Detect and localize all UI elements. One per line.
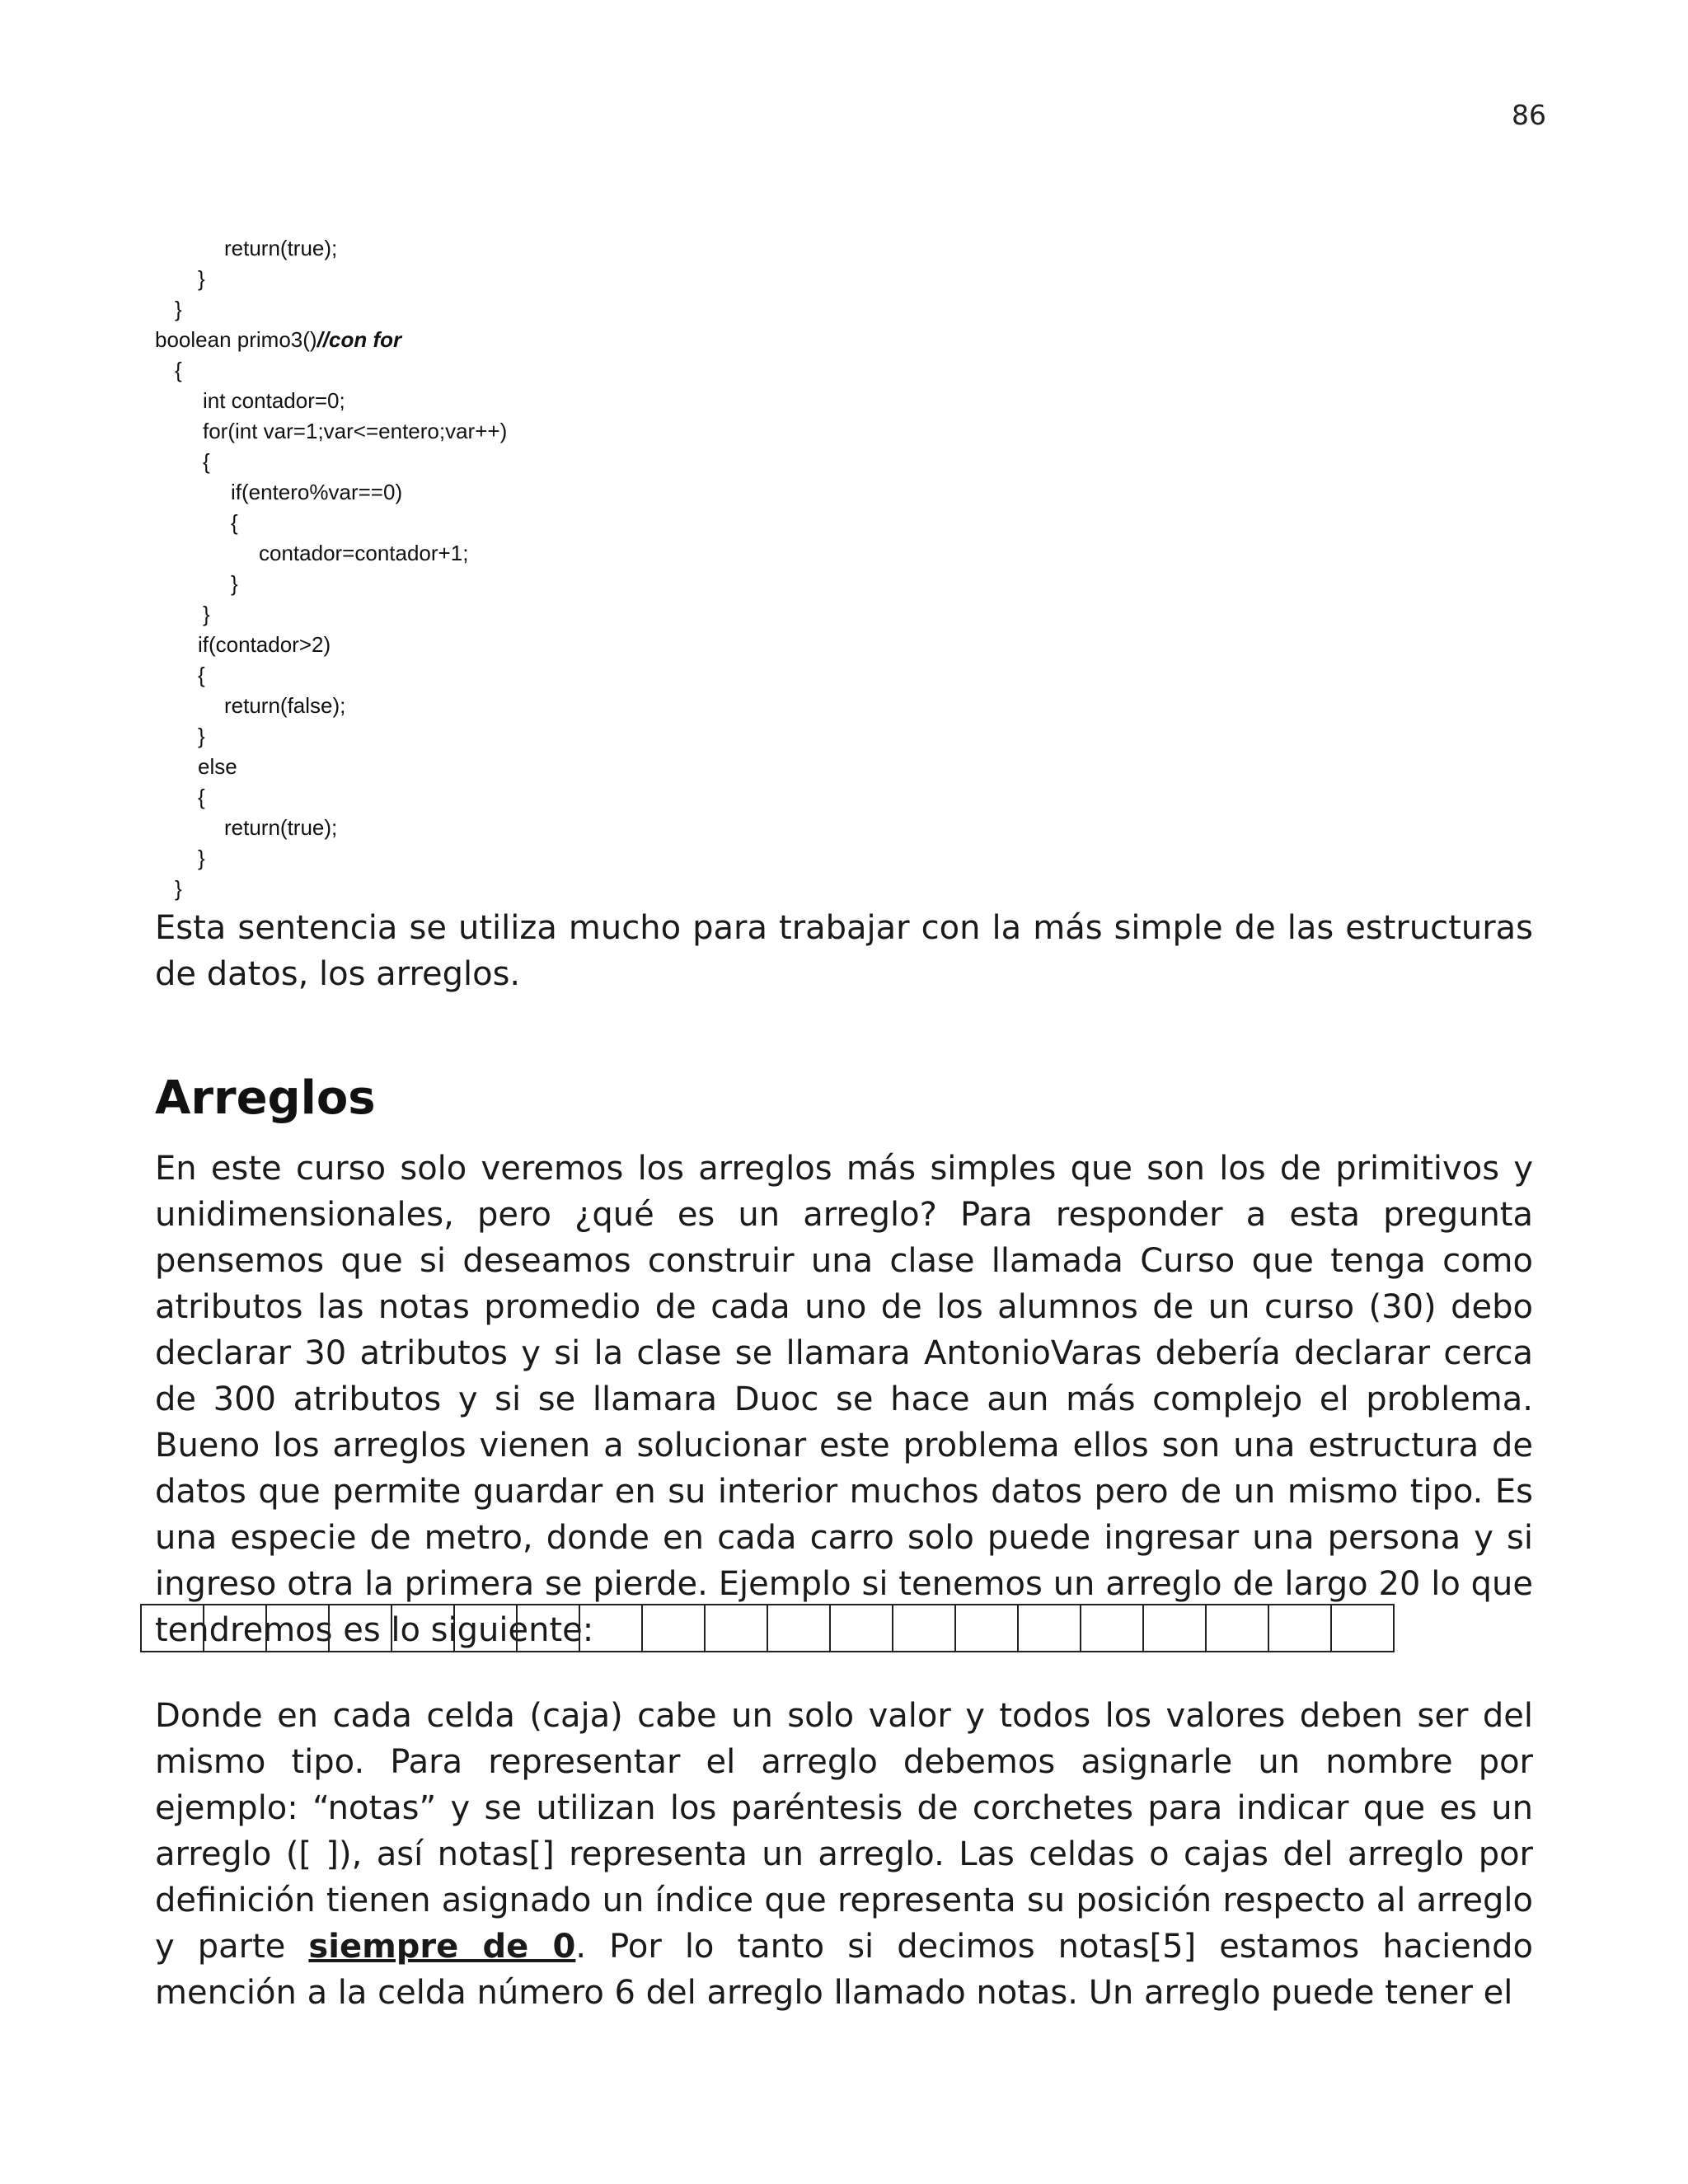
code-text: { <box>175 358 182 382</box>
emphasis-siempre-de-0: siempre de 0 <box>308 1928 576 1966</box>
code-line <box>198 264 502 294</box>
array-cell <box>1207 1605 1269 1651</box>
code-text: } <box>198 846 205 870</box>
array-cell <box>455 1605 518 1651</box>
code-line <box>224 233 528 264</box>
code-line <box>175 355 479 386</box>
array-cell <box>893 1605 956 1651</box>
array-cell <box>1144 1605 1207 1651</box>
code-text: contador=contador+1; <box>259 541 469 565</box>
code-line <box>231 508 535 538</box>
array-cell <box>831 1605 893 1651</box>
array-cell <box>706 1605 768 1651</box>
code-line <box>203 416 507 447</box>
code-text: else <box>198 754 237 779</box>
code-text: } <box>198 724 205 748</box>
code-line <box>198 752 502 782</box>
donde-text-before: Donde en cada celda (caja) cabe un solo valor y todos los valores deben ser del mismo tipo. Para representar el arreglo debemos asignarle un nombre por ejemplo: “notas” y se utilizan los paréntesis de corchetes para indicar que es un arreglo ([ ]), así notas[] representa un arreglo. Las celdas o cajas del arreglo por definición tienen asignado un índice que representa su posición respecto al arreglo y parte <box>155 1697 1533 1966</box>
arreglos-paragraph: En este curso solo veremos los arreglos más simples que son los de primitivos y unidimensionales, pero ¿qué es un arreglo? Para responder a esta pregunta pensemos que si deseamos construir una clase llamada Curso que tenga como atributos las notas promedio de cada uno de los alumnos de un curso (30) debo declarar 30 atributos y si la clase se llamara AntonioVaras debería declarar cerca de 300 atributos y si se llamara Duoc se hace aun más complejo el problema. Bueno los arreglos vienen a solucionar este problema ellos son una estructura de datos que permite guardar en su interior muchos datos pero de un mismo tipo. Es una especie de metro, donde en cada carro solo puede ingresar una persona y si ingreso otra la primera se pierde. Ejemplo si tenemos un arreglo de largo 20 lo que tendremos es lo siguiente: <box>155 1150 1533 1649</box>
donde-paragraph <box>155 1693 1533 2016</box>
code-line <box>198 630 502 660</box>
array-cell <box>1019 1605 1081 1651</box>
code-line <box>198 782 502 813</box>
code-block <box>0 233 508 904</box>
code-text: return(true); <box>224 815 338 840</box>
code-text: } <box>231 571 238 596</box>
code-line <box>198 660 502 691</box>
code-text: if(entero%var==0) <box>231 480 403 504</box>
array-cell <box>768 1605 831 1651</box>
array-cell <box>518 1605 580 1651</box>
array-cell <box>643 1605 706 1651</box>
donde-text-after: . Por lo tanto si decimos notas[5] estamos haciendo mención a la celda número 6 del arreglo llamado notas. Un arreglo puede tener el <box>155 1928 1533 2012</box>
array-cell <box>330 1605 392 1651</box>
code-text: return(true); <box>224 236 338 260</box>
array-cell <box>267 1605 330 1651</box>
array-cell <box>1081 1605 1144 1651</box>
code-text: } <box>175 297 182 321</box>
code-line <box>203 447 507 477</box>
code-line <box>224 691 528 721</box>
code-line <box>224 813 528 843</box>
code-line <box>231 477 535 508</box>
array-cell <box>1332 1605 1395 1651</box>
array-cell <box>1269 1605 1332 1651</box>
array-cell <box>392 1605 455 1651</box>
section-heading: Arreglos <box>155 1071 376 1125</box>
array-cell <box>956 1605 1019 1651</box>
array-diagram <box>140 1604 1395 1652</box>
code-line <box>198 843 502 874</box>
page-number: 86 <box>1512 99 1546 131</box>
code-text: return(false); <box>224 693 346 718</box>
intro-paragraph: Esta sentencia se utiliza mucho para trabajar con la más simple de las estructuras de datos, los arreglos. <box>155 909 1533 993</box>
code-comment: //con for <box>316 327 402 352</box>
code-text: { <box>198 663 205 687</box>
code-text: { <box>231 510 238 535</box>
code-line <box>259 538 563 569</box>
code-text: } <box>198 266 205 291</box>
code-line <box>175 874 479 904</box>
code-line <box>231 569 535 599</box>
code-text: } <box>203 602 210 626</box>
code-line <box>203 386 507 416</box>
code-text: { <box>203 449 210 474</box>
array-cell <box>204 1605 267 1651</box>
code-text: } <box>175 876 182 901</box>
code-text: int contador=0; <box>203 388 345 413</box>
code-line <box>198 721 502 752</box>
code-text: if(contador>2) <box>198 632 331 657</box>
code-line <box>203 599 507 630</box>
array-cell <box>142 1605 204 1651</box>
code-text: boolean primo3() <box>155 327 317 352</box>
code-text: { <box>198 785 205 809</box>
code-text: for(int var=1;var<=entero;var++) <box>203 419 508 443</box>
code-line <box>155 325 459 355</box>
array-cell <box>580 1605 643 1651</box>
code-line <box>175 294 479 325</box>
